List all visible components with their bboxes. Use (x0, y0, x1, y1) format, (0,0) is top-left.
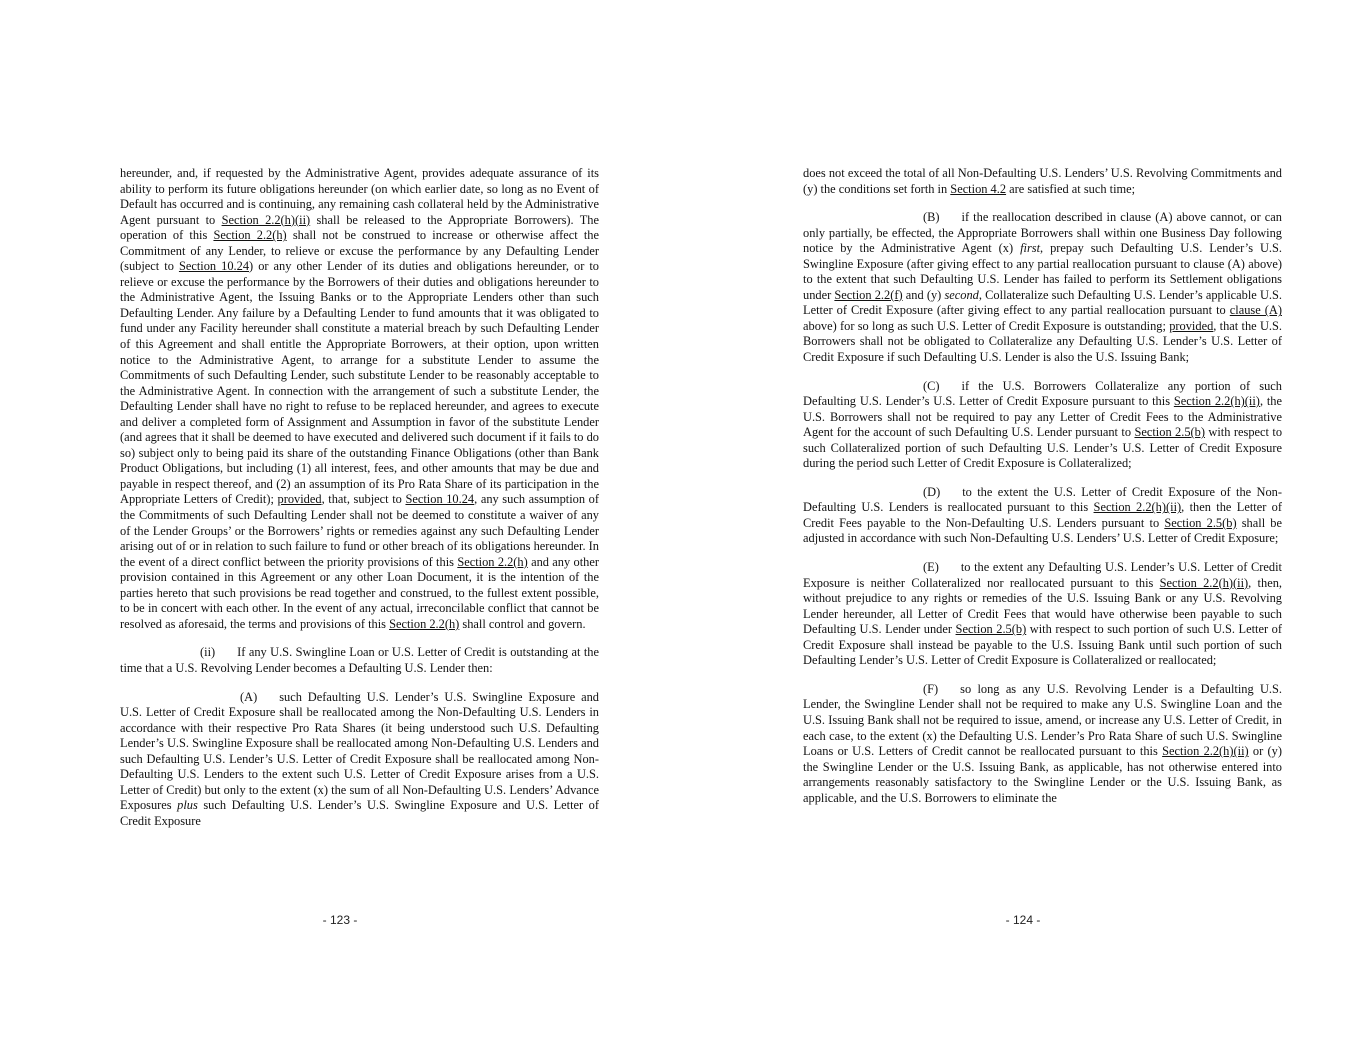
cross-reference: Section 2.2(h)(ii) (1159, 575, 1249, 590)
cross-reference: Section 2.2(h) (213, 228, 287, 243)
clause-label: (E) (923, 560, 939, 575)
cross-reference: Section 10.24 (405, 492, 475, 507)
cross-reference: Section 2.2(h) (389, 616, 460, 631)
text: such Defaulting U.S. Lender’s U.S. Swingline Exposure and U.S. Letter of Credit Exposure shall be reallocated among the Non-Defaulting U.S. Lenders in accordance with their respective Pro Rata Shares (it being understood such U.S. Defaulting Lender’s U.S. Swingline Exposure shall be reallocated among Non-Defaulting U.S. Lenders and such Defaulting U.S. Lender’s U.S. Letter of Credit Exposure shall be reallocated among Non-Defaulting U.S. Lenders to the extent such U.S. Letter of Credit Exposure arises from a U.S. Letter of Credit) but only to the extent (x) the sum of all Non-Defaulting U.S. Lenders’ Advance Exposures (120, 689, 599, 813)
paragraph (803, 485, 1282, 547)
text: with respect to such portion of such U.S. Letter of Credit Exposure shall instead be payable to the U.S. Issuing Bank until such portion of such Defaulting Lender’s U.S. Letter of Credit Exposure is Collateralized or reallocated; (803, 622, 1283, 668)
page-body (803, 166, 1282, 819)
text: does not exceed the total of all Non-Defaulting U.S. Lenders’ U.S. Revolving Commitments and (y) the conditions set forth in (803, 166, 1282, 196)
text: If any U.S. Swingline Loan or U.S. Letter of Credit is outstanding at the time that a U.S. Revolving Lender becomes a Defaulting U.S. Lender then: (120, 645, 599, 675)
text: , then, without prejudice to any rights or remedies of the U.S. Issuing Bank or any U.S. Revolving Lender hereunder, all Letter of Credit Fees that would have otherwise been payable to such Defaulting U.S. Lender under (803, 575, 1282, 637)
text: hereunder, and, if requested by the Administrative Agent, provides adequate assurance of its ability to perform its future obligations hereunder (on which earlier date, so long as no Event of Default has occurred and is continuing, any remaining cash collateral held by the Administrative Agent pursuant to (120, 166, 599, 227)
text: , the U.S. Borrowers shall not be required to pay any Letter of Credit Fees to the Administrative Agent for the account of such Defaulting U.S. Lender pursuant to (803, 394, 1282, 440)
text: or (y) the Swingline Lender or the U.S. Issuing Bank, as applicable, has not otherwise entered into arrangements reasonably satisfactory to the Swingline Lender or the U.S. Issuing Bank, as applicable, and the U.S. Borrowers to eliminate the (803, 744, 1282, 805)
clause-label: (B) (923, 210, 940, 225)
page-124 (683, 0, 1365, 1055)
cross-reference: Section 2.2(h)(ii) (1093, 500, 1182, 515)
paragraph (803, 682, 1282, 806)
text: and (y) (902, 287, 945, 302)
cross-reference: provided (1169, 318, 1214, 333)
text: ) or any other Lender of its duties and obligations hereunder, or to relieve or excuse the performance by the Borrowers of their duties and obligations hereunder to the Administrative Agent, the Issuing Banks or to the Appropriate Lenders other than such Defaulting Lender. Any failure by a Defaulting Lender to fund amounts that it was obligated to fund under any Facility hereunder shall constitute a material breach by such Defaulting Lender of this Agreement and shall entitle the Appropriate Borrowers, at their option, upon written notice to the Administrative Agent, to arrange for a substitute Lender to assume the Commitments of such Defaulting Lender, such substitute Lender to be reasonably acceptable to the Administrative Agent. In connection with the arrangement of such a substitute Lender, the Defaulting Lender shall have no right to refuse to be replaced hereunder, and agrees to execute and deliver a completed form of Assignment and Assumption in favor of the substitute Lender (and agrees that it shall be deemed to have executed and delivered such document if it fails to do so) subject only to being paid its share of the outstanding Finance Obligations (other than Bank Product Obligations, but including (1) all interest, fees, and other amounts that may be due and payable in respect thereof, and (2) an assumption of its Pro Rata Share of its participation in the Appropriate Letters of Credit); (120, 259, 599, 507)
text: shall not be construed to increase or otherwise affect the Commitment of any Lender, to relieve or excuse the performance by any Defaulting Lender (subject to (120, 228, 599, 274)
emphasis: second (944, 287, 979, 302)
text: , any such assumption of the Commitments of such Defaulting Lender shall not be deemed to constitute a waiver of any of the Lender Groups’ or the Borrowers’ rights or remedies against any such Defaulting Lender arising out of or in relation to such failure to fund or other breach of its obligations hereunder. In the event of a direct conflict between the priority provisions of this (120, 492, 599, 569)
cross-reference: clause (A) (1229, 303, 1282, 318)
paragraph (120, 690, 599, 830)
cross-reference: Section 2.2(h)(ii) (221, 212, 311, 227)
text: if the U.S. Borrowers Collateralize any portion of such Defaulting U.S. Lender’s U.S. Letter of Credit Exposure pursuant to this (803, 378, 1282, 409)
text: so long as any U.S. Revolving Lender is a Defaulting U.S. Lender, the Swingline Lender shall not be required to make any U.S. Swingline Loan and the U.S. Issuing Bank shall not be required to issue, amend, or increase any U.S. Letter of Credit, in each case, to the extent (x) the Defaulting U.S. Lender’s Pro Rata Share of such U.S. Swingline Loans or U.S. Letters of Credit cannot be reallocated pursuant to this (803, 681, 1282, 759)
clause-label: (F) (923, 681, 939, 696)
text: shall control and govern. (459, 616, 586, 631)
page-body (120, 166, 599, 842)
text: shall be adjusted in accordance with such Non-Defaulting U.S. Lenders’ U.S. Letter of Credit Exposure; (803, 515, 1282, 546)
paragraph (803, 166, 1282, 197)
text: , prepay such Defaulting U.S. Lender’s U.S. Swingline Exposure (after giving effect to any partial reallocation pursuant to clause (A) above) to the extent that such Defaulting U.S. Lender has failed to perform its Settlement obligations under (803, 241, 1282, 302)
clause-label: (D) (923, 484, 941, 499)
text: are satisfied at such time; (1006, 181, 1136, 196)
text: and any other provision contained in this Agreement or any other Loan Document, it is the intention of the parties hereto that such provisions be read together and construed, to the fullest extent possible, to be in concert with each other. In the event of any actual, irreconcilable conflict that cannot be resolved as aforesaid, the terms and provisions of this (120, 554, 599, 631)
page-number: - 124 - (1005, 913, 1041, 927)
paragraph (803, 560, 1282, 669)
cross-reference: Section 10.24 (178, 259, 250, 274)
cross-reference: Section 4.2 (950, 181, 1007, 196)
paragraph (803, 210, 1282, 365)
paragraph (120, 166, 599, 632)
clause-label: (C) (923, 378, 940, 393)
cross-reference: Section 2.2(h)(ii) (1173, 394, 1260, 409)
text: , that, subject to (321, 492, 406, 507)
page-number: - 123 - (322, 913, 358, 927)
clause-label: (ii) (200, 645, 216, 660)
cross-reference: Section 2.2(f) (834, 287, 903, 302)
cross-reference: Section 2.2(h)(ii) (1162, 744, 1249, 759)
emphasis: plus (177, 798, 198, 813)
text: shall be released to the Appropriate Borrowers). The operation of this (120, 212, 599, 243)
text: , that the U.S. Borrowers shall not be obligated to Collateralize any Defaulting U.S. Lender’s U.S. Letter of Credit Exposure if such Defaulting U.S. Lender is also the U.S. Issuing Bank; (803, 318, 1282, 365)
text: if the reallocation described in clause (A) above cannot, or can only partially, be effected, the Appropriate Borrowers shall within one Business Day following notice by the Administrative Agent (x) (803, 210, 1282, 256)
text: , Collateralize such Defaulting U.S. Lender’s applicable U.S. Letter of Credit Exposure (after giving effect to any partial reallocation pursuant to (803, 287, 1282, 318)
text: to the extent any Defaulting U.S. Lender’s U.S. Letter of Credit Exposure is neither Collateralized nor reallocated pursuant to this (803, 560, 1282, 590)
paragraph (803, 379, 1282, 472)
emphasis: first (1020, 241, 1041, 256)
cross-reference: Section 2.5(b) (1134, 425, 1205, 440)
cross-reference: Section 2.2(h) (457, 554, 528, 569)
text: such Defaulting U.S. Lender’s U.S. Swingline Exposure and U.S. Letter of Credit Exposure (120, 798, 600, 828)
cross-reference: Section 2.5(b) (1164, 515, 1237, 530)
text: , then the Letter of Credit Fees payable to the Non-Defaulting U.S. Lenders pursuant to (803, 500, 1283, 530)
text: to the extent the U.S. Letter of Credit Exposure of the Non-Defaulting U.S. Lenders is reallocated pursuant to this (803, 484, 1282, 515)
paragraph (120, 645, 599, 676)
cross-reference: provided (277, 492, 322, 507)
page-123 (0, 0, 682, 1055)
cross-reference: Section 2.5(b) (955, 622, 1027, 637)
text: above) for so long as such U.S. Letter of Credit Exposure is outstanding; (803, 318, 1170, 333)
text: with respect to such Collateralized portion of such Defaulting U.S. Lender’s U.S. Letter of Credit Exposure during the period such Letter of Credit Exposure is Collateralized; (803, 425, 1283, 471)
clause-label: (A) (240, 689, 258, 704)
